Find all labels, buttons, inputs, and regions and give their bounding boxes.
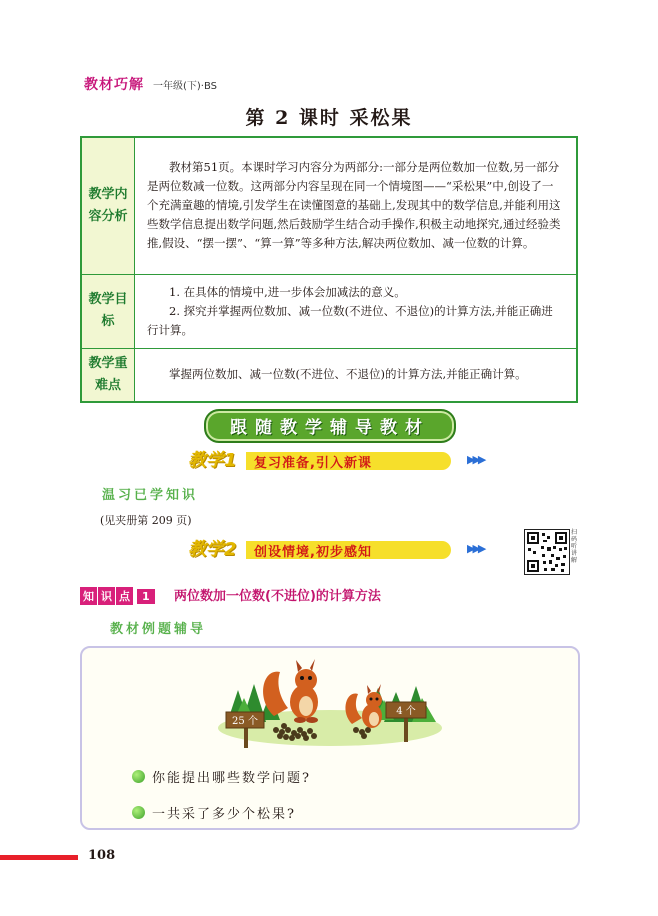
triple-arrow-icon: ▶▶▶ <box>467 542 484 555</box>
section-banner-title: 跟随教学辅导教材 <box>230 418 430 438</box>
row-head-content-analysis: 教学内容分析 <box>81 137 135 274</box>
green-bullet-icon <box>132 770 145 783</box>
table-row <box>81 137 577 274</box>
kp-char: 识 <box>98 587 115 605</box>
kp-char: 知 <box>80 587 97 605</box>
step2-number: 教学2 <box>188 539 237 560</box>
step1-ribbon <box>188 450 493 472</box>
objective-2: 2. 探究并掌握两位数加、减一位数(不进位、不退位)的计算方法,并能正确进行计算。 <box>147 303 553 337</box>
table-row <box>81 274 577 348</box>
row-head-key-points: 教学重难点 <box>81 348 135 402</box>
grade-label: 一年级(下)·BS <box>153 81 218 92</box>
row-body-objectives <box>135 274 578 348</box>
qr-caption: 扫码听讲解 <box>571 529 578 564</box>
step2-ribbon <box>188 539 493 561</box>
lesson-info-table <box>80 136 578 403</box>
left-sign-label: 25 个 <box>232 716 258 727</box>
reference-note: (见夹册第 209 页) <box>100 514 192 527</box>
kp-char: 点 <box>116 587 133 605</box>
table-row <box>81 348 577 402</box>
knowledge-point-tag <box>80 585 155 601</box>
kp-number: 1 <box>137 589 155 604</box>
knowledge-point-title: 两位数加一位数(不进位)的计算方法 <box>174 589 381 604</box>
book-brand: 教材巧解 <box>84 77 144 93</box>
example-tag: 教材例题辅导 <box>110 622 207 637</box>
step2-title: 创设情境,初步感知 <box>254 545 372 560</box>
review-tag: 温习已学知识 <box>102 488 199 503</box>
step1-number: 教学1 <box>188 450 237 471</box>
page-number: 108 <box>88 848 116 863</box>
lesson-title: 第 2 课时 采松果 <box>245 107 413 129</box>
green-bullet-icon <box>132 806 145 819</box>
qr-code-icon[interactable] <box>524 529 570 575</box>
row-head-objectives: 教学目标 <box>81 274 135 348</box>
page-number-bar <box>0 855 78 860</box>
triple-arrow-icon: ▶▶▶ <box>467 453 484 466</box>
objective-1: 1. 在具体的情境中,进一步体会加减法的意义。 <box>169 284 406 299</box>
row-body-key-points <box>135 348 578 402</box>
row-body-content-analysis <box>135 137 578 274</box>
right-sign-label: 4 个 <box>396 706 416 717</box>
step1-title: 复习准备,引入新课 <box>254 456 372 471</box>
key-points-text: 掌握两位数加、减一位数(不进位、不退位)的计算方法,并能正确计算。 <box>169 367 527 382</box>
squirrel-small <box>345 684 382 728</box>
question-1: 你能提出哪些数学问题? <box>152 771 311 786</box>
question-2: 一共采了多少个松果? <box>152 807 296 822</box>
content-analysis-text: 教材第51页。本课时学习内容分为两部分:一部分是两位数加一位数,另一部分是两位数减一位数。这两部分内容呈现在同一个情境图——“采松果”中,创设了一个充满童趣的情境,引发学生在读懂图意的基础上,发现其中的数学信息,并能利用这些数学信息提出数学问题,然后鼓励学生结合动手操作,积极主动地探究,通过经验类推,假设、“摆一摆”、“算一算”等多种方法,解决两位数加、减一位数的计算。 <box>147 160 561 251</box>
squirrel-illustration <box>214 650 446 750</box>
